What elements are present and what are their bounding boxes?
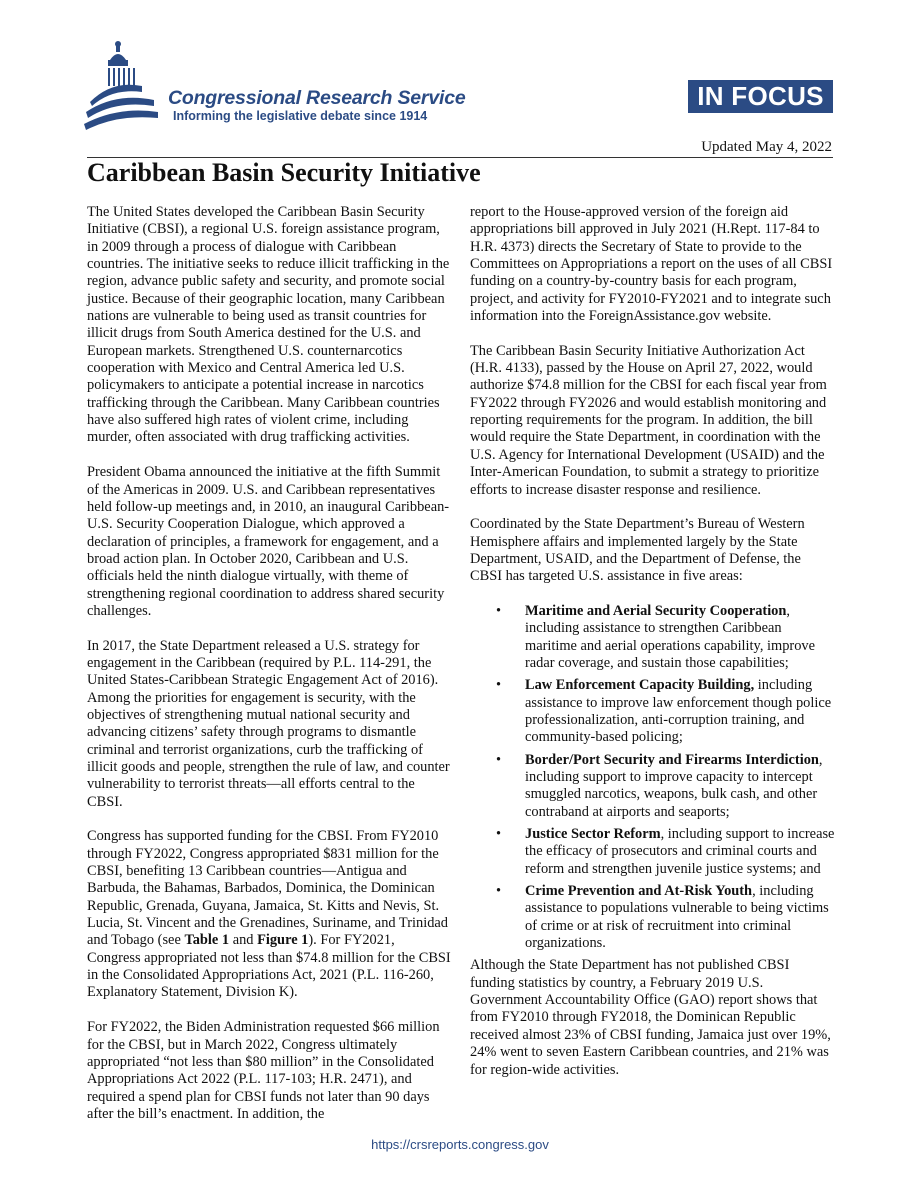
- list-item: [496, 883, 836, 952]
- bullet-dot: •: [496, 826, 502, 843]
- paragraph: The Caribbean Basin Security Initiative Authorization Act (H.R. 4133), passed by the House on April 27, 2022, would authorize $74.8 million for the CBSI for each fiscal year from FY2022 through FY2026 and would establish monitoring and reporting requirements for the program. In addition, the bill would require the State Department, in coordination with the U.S. Agency for International Development (USAID) and the Inter-American Foundation, to submit a strategy to prioritize efforts to increase disaster response and resilience.: [470, 342, 827, 498]
- paragraph-funding: [87, 828, 451, 1001]
- paragraph: report to the House-approved version of the foreign aid appropriations bill approved in July 2021 (H.Rept. 117-84 to H.R. 4373) directs the Secretary of State to provide to the Committees on Appropriations a report on the uses of all CBSI funding on a country-by-country basis for each program, project, and activity for FY2010-FY2021 and to integrate such information into the ForeignAssistance.gov website.: [470, 204, 833, 325]
- list-item-heading: Border/Port Security and Firearms Interdiction: [525, 751, 819, 768]
- paragraph: For FY2022, the Biden Administration requested $66 million for the CBSI, but in March 2022, Congress ultimately appropriated “not less than $80 million” in the Consolidated Appropriations Act 2022 (P.L. 117-103; H.R. 2471), and required a spend plan for CBSI funds not later than 90 days after the bill’s enactment. In addition, the: [87, 1019, 440, 1122]
- paragraph: Although the State Department has not published CBSI funding statistics by country, a February 2019 U.S. Government Accountability Office (GAO) report shows that from FY2010 through FY2018, the Dominican Republic received almost 23% of CBSI funding, Jamaica just over 19%, 24% went to seven Eastern Caribbean countries, and 21% was for region-wide activities.: [470, 957, 831, 1078]
- paragraph: In 2017, the State Department released a U.S. strategy for engagement in the Caribbean (required by P.L. 114-291, the United States-Caribbean Strategic Engagement Act of 2016). Among the priorities for engagement is security, with the objectives of strengthening mutual national security and advancing citizens’ safety through programs to dismantle criminal and terrorist organizations, curb the trafficking of illicit goods and people, strengthen the rule of law, and counter vulnerability to terrorist threats—all efforts central to the CBSI.: [87, 637, 450, 810]
- assistance-areas-list: [470, 603, 836, 953]
- list-item-text: , including assistance to populations vulnerable to being victims of crime or at risk of recruitment into criminal organizations.: [525, 883, 829, 952]
- list-item-text: , including assistance to strengthen Caribbean maritime and aerial operations capability, improve radar coverage, and sustain those capabilities;: [525, 602, 815, 671]
- figure-1-reference[interactable]: Figure 1: [257, 932, 309, 949]
- list-item: [496, 677, 836, 746]
- bullet-dot: •: [496, 883, 502, 900]
- paragraph-text: Congress has supported funding for the CBSI. From FY2010 through FY2022, Congress appropriated $831 million for the CBSI, benefiting 13 Caribbean countries—Antigua and Barbuda, the Bahamas, Barbados, Dominica, the Dominican Republic, Grenada, Guyana, Jamaica, St. Kitts and Nevis, St. Lucia, St. Vincent and the Grenadines, Suriname, and Trinidad and Tobago (see: [87, 828, 448, 949]
- paragraph: The United States developed the Caribbean Basin Security Initiative (CBSI), a regional U.S. foreign assistance program, in 2009 through a process of dialogue with Caribbean countries. The initiative seeks to reduce illicit trafficking in the region, advance public safety and security, and promote social justice. Because of their geographic location, many Caribbean nations are vulnerable to being used as transit countries for illicit drugs from South America destined for the U.S. and European markets. Strengthened U.S. counternarcotics cooperation with Mexico and Central America led U.S. policymakers to anticipate a potential increase in narcotics trafficking through the Caribbean. Many Caribbean countries have also suffered high rates of violent crime, including murder, often associated with drug trafficking activities.: [87, 204, 450, 446]
- org-tagline: Informing the legislative debate since 1914: [173, 109, 428, 123]
- right-column: [470, 204, 836, 1096]
- list-item-text: , including support to improve capacity to intercept smuggled narcotics, weapons, bulk cash, and other contraband at airports and seaports;: [525, 751, 823, 820]
- paragraph-text: ). For FY2021, Congress appropriated not less than $74.8 million for the CBSI in the Consolidated Appropriations Act, 2021 (P.L. 116-260, Explanatory Statement, Division K).: [87, 932, 451, 1001]
- paragraph: Coordinated by the State Department’s Bureau of Western Hemisphere affairs and implemented largely by the State Department, USAID, and the Department of Defense, the CBSI has targeted U.S. assistance in five areas:: [470, 516, 805, 585]
- list-item-heading: Crime Prevention and At-Risk Youth: [525, 883, 753, 900]
- bullet-dot: •: [496, 751, 502, 768]
- list-item-heading: Law Enforcement Capacity Building,: [525, 677, 755, 694]
- left-column: [87, 204, 451, 1141]
- footer-url-link[interactable]: https://crsreports.congress.gov: [371, 1137, 549, 1152]
- list-item-text: , including support to increase the efficacy of prosecutors and criminal courts and reform and strengthen juvenile justice systems; and: [525, 826, 835, 877]
- list-item-heading: Maritime and Aerial Security Cooperation: [525, 602, 787, 619]
- list-item: [496, 826, 836, 878]
- bullet-dot: •: [496, 677, 502, 694]
- crs-logo: [82, 40, 502, 140]
- paragraph-text: and: [229, 932, 258, 949]
- list-item: [496, 751, 836, 821]
- list-item-heading: Justice Sector Reform: [525, 826, 661, 843]
- in-focus-badge: IN FOCUS: [688, 80, 833, 113]
- capitol-dome-icon: [82, 40, 162, 140]
- table-1-reference[interactable]: Table 1: [184, 932, 230, 949]
- bullet-dot: •: [496, 602, 502, 619]
- updated-date: Updated May 4, 2022: [701, 139, 832, 155]
- list-item: [496, 602, 836, 672]
- org-name: Congressional Research Service: [168, 87, 466, 109]
- page-title: Caribbean Basin Security Initiative: [87, 158, 481, 187]
- list-item-text: including assistance to improve law enforcement though police professionalization, anti-corruption training, and community-based policing;: [525, 677, 832, 746]
- paragraph: President Obama announced the initiative at the fifth Summit of the Americas in 2009. U.S. and Caribbean representatives held follow-up meetings and, in 2010, an inaugural Caribbean-U.S. Security Cooperation Dialogue, which approved a declaration of principles, a framework for engagement, and a broad action plan. In October 2020, Caribbean and U.S. officials held the ninth dialogue virtually, with theme of strengthening regional coordination to address shared security challenges.: [87, 464, 450, 619]
